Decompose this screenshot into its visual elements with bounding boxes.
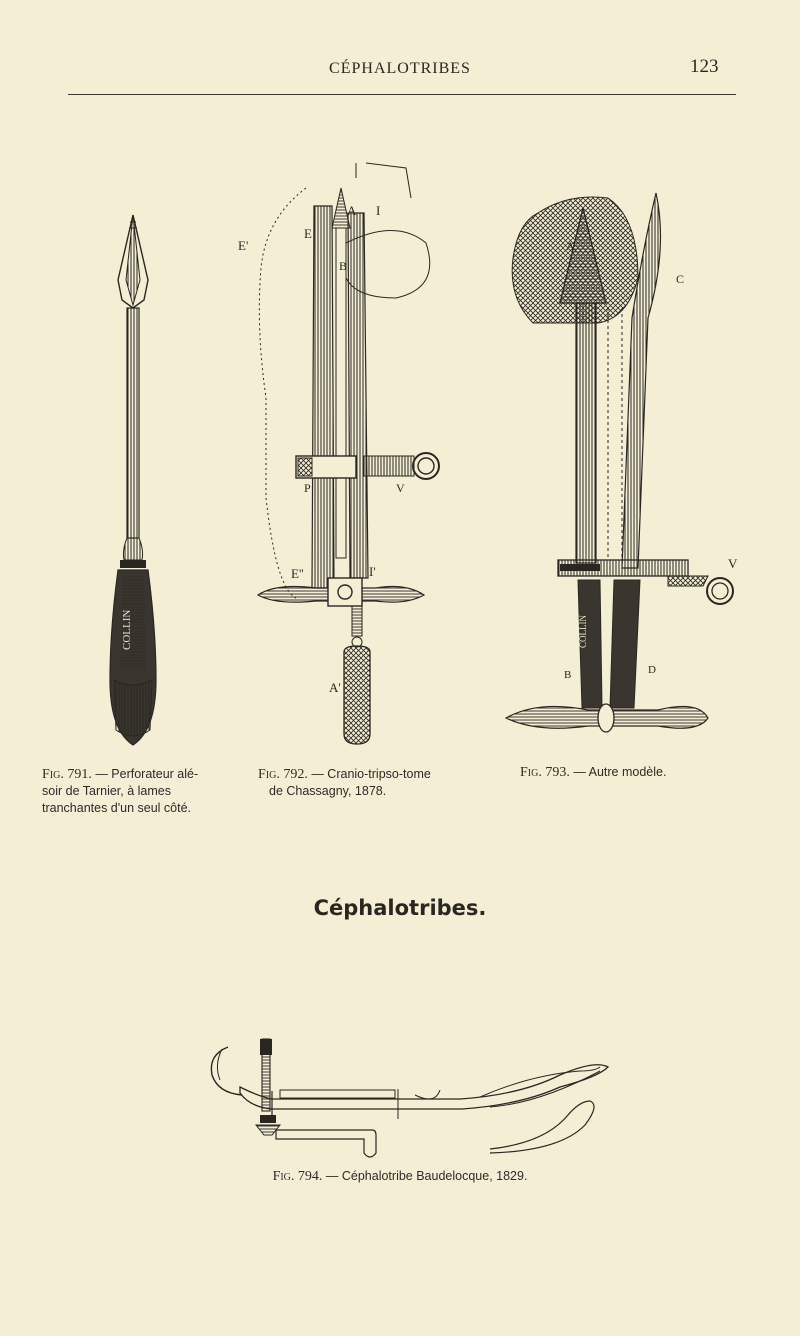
fig-792-caption	[258, 766, 488, 800]
fig-793-label-A: A	[566, 239, 575, 253]
fig-791-label: Fig. 791.	[42, 767, 92, 782]
fig-794-caption	[0, 1168, 800, 1185]
fig-792-label-A: A	[347, 203, 357, 218]
fig-791-caption-line3: tranchantes d'un seul côté.	[42, 801, 192, 815]
fig-792-label-E: E	[304, 226, 312, 241]
fig-791-caption-line1: — Perforateur alé-	[95, 767, 199, 781]
fig-793-other-model-illustration	[498, 188, 748, 753]
fig-791-caption-line2: soir de Tarnier, à lames	[42, 784, 171, 798]
fig-793-caption-text: — Autre modèle.	[573, 765, 667, 779]
fig-792-label-E-double: E''	[291, 566, 304, 581]
fig-793-label-V: V	[728, 556, 738, 571]
fig-792-label-I: I	[376, 203, 381, 218]
fig-793-label-B: B	[564, 669, 572, 681]
section-title: Céphalotribes.	[313, 896, 487, 920]
fig-792-label-V: V	[396, 481, 405, 495]
running-head: CÉPHALOTRIBES	[329, 60, 471, 77]
fig-793-label: Fig. 793.	[520, 765, 570, 780]
fig-792-caption-line1: — Cranio-tripso-tome	[311, 767, 431, 781]
fig-794-baudelocque-cephalotribe-illustration	[200, 1035, 620, 1165]
fig-794-caption-text: — Céphalotribe Baudelocque, 1829.	[325, 1169, 528, 1183]
page-number: 123	[690, 56, 719, 77]
fig-793-engraving: COLLIN	[578, 615, 588, 648]
fig-791-caption	[42, 766, 242, 817]
fig-791-engraving: COLLIN	[121, 609, 133, 650]
fig-794-label: Fig. 794.	[272, 1169, 323, 1184]
fig-792-label-P: P	[304, 481, 311, 495]
fig-792-label-I-prime: I'	[369, 564, 376, 579]
fig-793-caption	[520, 764, 760, 781]
fig-792-label: Fig. 792.	[258, 767, 308, 782]
fig-792-label-A-prime: A'	[329, 680, 341, 695]
fig-793-label-C: C	[676, 272, 685, 286]
fig-792-caption-line2: de Chassagny, 1878.	[269, 784, 387, 798]
fig-792-label-B: B	[339, 259, 348, 273]
fig-792-label-E-prime: E'	[238, 238, 249, 253]
fig-793-label-D: D	[648, 664, 656, 676]
fig-792-cranio-tripsotome-illustration	[236, 158, 456, 748]
fig-791-perforator-illustration	[100, 210, 170, 755]
header-rule	[68, 94, 736, 95]
